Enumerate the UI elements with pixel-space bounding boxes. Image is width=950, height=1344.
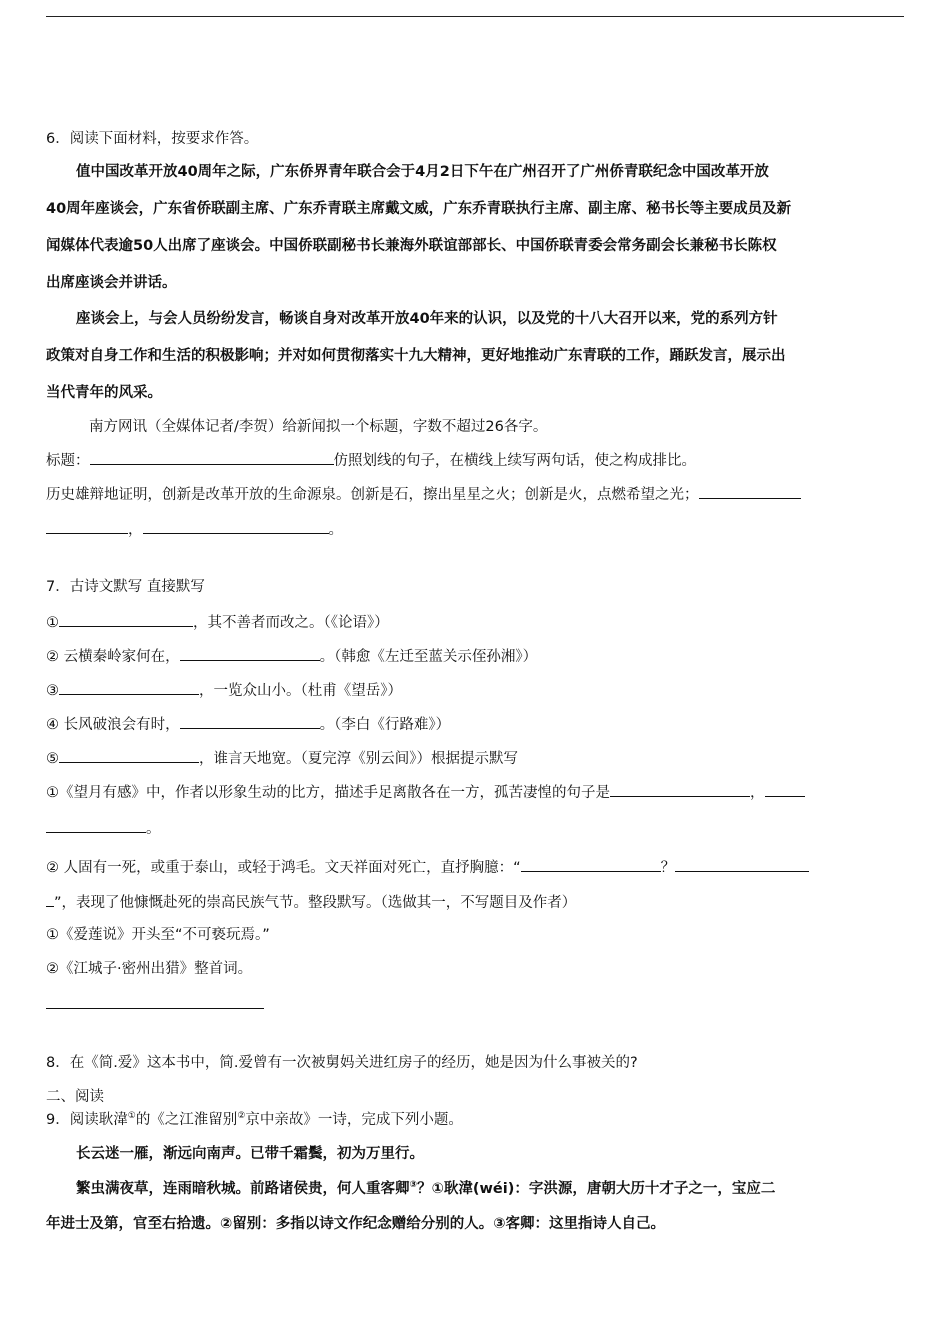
history-comma: ，	[128, 522, 143, 538]
q7-blank-2[interactable]	[180, 646, 320, 661]
item-text: 。	[146, 821, 161, 837]
q7-item-1	[46, 612, 389, 632]
history-period: 。	[328, 522, 343, 538]
q7-write-2: ②《江城子·密州出猎》整首词。	[46, 961, 253, 977]
section-heading: 二、阅读	[46, 1089, 104, 1105]
q7-blank-5[interactable]	[59, 748, 199, 763]
title-label: 标题：	[46, 453, 90, 469]
item-text: 9．阅读耿湋	[46, 1112, 128, 1128]
q7-item-4	[46, 714, 450, 734]
q7-item-2	[46, 646, 537, 666]
q6-para2-line2: 政策对自身工作和生活的积极影响；并对如何贯彻落实十九大精神，更好地推动广东青联的工作，踊跃发言，展示出	[46, 348, 786, 364]
item-number: ⑤	[46, 751, 59, 767]
item-text: ，一览众山小。（杜甫《望岳》）	[199, 683, 402, 699]
item-text: ④ 长风破浪会有时，	[46, 717, 180, 733]
q6-history-line	[46, 484, 801, 504]
item-text: 的《之江淮留别	[135, 1112, 238, 1128]
q7-blank-3[interactable]	[59, 680, 199, 695]
item-text: 。（李白《行路难》）	[319, 717, 451, 733]
q7-hint2-blank-b1[interactable]	[675, 857, 809, 872]
history-sentence: 历史雄辩地证明，创新是改革开放的生命源泉。创新是石，擦出星星之火；创新是火，点燃希望之光；	[46, 487, 699, 503]
q9-poem-line2	[76, 1180, 775, 1198]
item-text: ② 人固有一死，或重于泰山，或轻于鸿毛。文天祥面对死亡，直抒胸臆：“	[46, 860, 521, 876]
item-number: ③	[46, 683, 59, 699]
history-blank-2[interactable]	[143, 519, 329, 534]
q6-para1-line1: 值中国改革开放40周年之际，广东侨界青年联合会于4月2日下午在广州召开了广州侨青联纪念中国改革开放	[76, 164, 769, 180]
q7-write-line	[46, 994, 264, 1014]
q7-hint-1-cont	[46, 818, 161, 838]
item-text: ，其不善者而改之。（《论语》）	[193, 615, 389, 631]
q7-item-5	[46, 748, 518, 768]
q7-hint1-blank-b1[interactable]	[765, 782, 805, 797]
header-rule	[46, 16, 904, 17]
q7-hint1-blank-a[interactable]	[610, 782, 750, 797]
q7-hint2-blank-a[interactable]	[521, 857, 661, 872]
title-answer-blank[interactable]	[90, 450, 334, 465]
q7-item-3	[46, 680, 402, 700]
q6-heading: 6．阅读下面材料，按要求作答。	[46, 131, 259, 147]
item-text: ？①耿湋(wéi)：字洪源，唐朝大历十才子之一，宝应二	[417, 1181, 776, 1197]
q6-para2-line1: 座谈会上，与会人员纷纷发言，畅谈自身对改革开放40年来的认识，以及党的十八大召开以来，党的系列方针	[76, 311, 778, 327]
q7-hint-1	[46, 782, 805, 802]
q7-hint-2	[46, 857, 809, 877]
q8-question: 8．在《简.爱》这本书中，简.爱曾有一次被舅妈关进红房子的经历，她是因为什么事被关的?	[46, 1055, 638, 1071]
item-number: ①	[46, 615, 59, 631]
item-text: 繁虫满夜草，连雨暗秋城。前路诸侯贵，何人重客卿	[76, 1181, 410, 1197]
q7-hint1-blank-b2[interactable]	[46, 818, 146, 833]
q6-para1-line3: 闻媒体代表逾50人出席了座谈会。中国侨联副秘书长兼海外联谊部部长、中国侨联青委会常务副会长兼秘书长陈权	[46, 238, 777, 254]
q6-para3: 南方网讯（全媒体记者/李贺）给新闻拟一个标题，字数不超过26各字。	[89, 419, 548, 435]
footnote-mark: ②	[237, 1111, 246, 1121]
item-text: 京中亲故》一诗，完成下列小题。	[245, 1112, 463, 1128]
q9-intro	[46, 1111, 463, 1129]
q6-para1-line2: 40周年座谈会，广东省侨联副主席、广东乔青联主席戴文威，广东乔青联执行主席、副主席、秘书长等主要成员及新	[46, 201, 792, 217]
item-text: ①《望月有感》中，作者以形象生动的比方，描述手足离散各在一方，孤苦凄惶的句子是	[46, 785, 610, 801]
history-blank-1b[interactable]	[46, 519, 128, 534]
item-text: ？	[660, 860, 676, 876]
q7-hint2-blank-b2[interactable]	[46, 892, 54, 907]
q9-poem-line1: 长云迷一雁，渐远向南声。已带千霜鬓，初为万里行。	[76, 1146, 424, 1162]
q7-hint-2-cont	[46, 892, 576, 912]
item-text: ，	[750, 785, 765, 801]
q6-history-line2	[46, 519, 343, 539]
history-blank-1a[interactable]	[699, 484, 801, 499]
q6-title-line	[46, 450, 696, 470]
item-text: ，谁言天地宽。（夏完淳《别云间》）根据提示默写	[199, 751, 518, 767]
item-text: ”，表现了他慷慨赴死的崇高民族气节。整段默写。（选做其一，不写题目及作者）	[54, 895, 577, 911]
q7-heading: 7．古诗文默写 直接默写	[46, 579, 205, 595]
q7-writing-blank[interactable]	[46, 994, 264, 1009]
q7-write-1: ①《爱莲说》开头至“不可亵玩焉。”	[46, 927, 270, 943]
q7-blank-4[interactable]	[180, 714, 320, 729]
q6-para1-line4: 出席座谈会并讲话。	[46, 275, 177, 291]
footnote-mark: ③	[409, 1180, 418, 1190]
q7-blank-1[interactable]	[59, 612, 193, 627]
item-text: ② 云横秦岭家何在，	[46, 649, 180, 665]
item-text: 。（韩愈《左迁至蓝关示侄孙湘》）	[319, 649, 538, 665]
q6-para2-line3: 当代青年的风采。	[46, 385, 162, 401]
imitate-instruction: 仿照划线的句子，在横线上续写两句话，使之构成排比。	[333, 453, 696, 469]
q9-notes-line: 年进士及第，官至右拾遗。②留别：多指以诗文作纪念赠给分别的人。③客卿：这里指诗人自己。	[46, 1216, 666, 1232]
footnote-mark: ①	[127, 1111, 136, 1121]
